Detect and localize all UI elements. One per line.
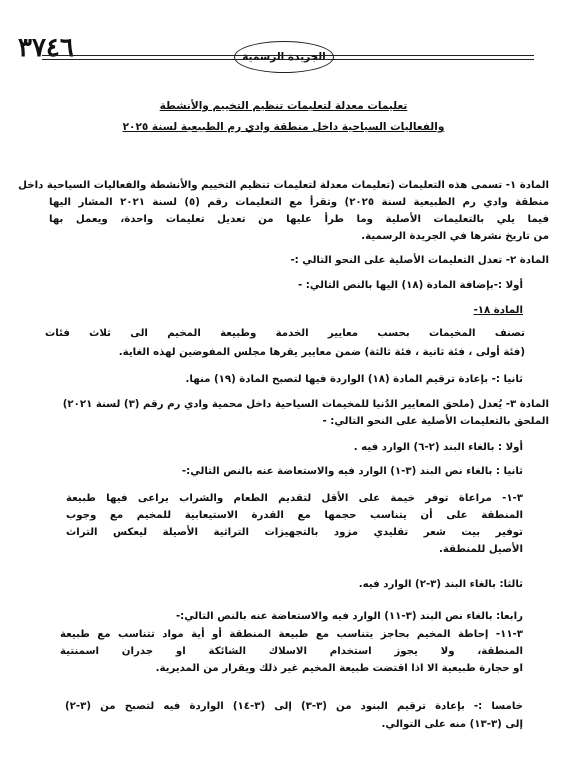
header-rule-top (42, 55, 534, 56)
document-title-line2: والفعاليات السياحية داخل منطقة وادي رم الطبيعية لسنة ٢٠٢٥ (122, 121, 445, 133)
article3-line2: الملحق بالتعليمات الأصلية على النحو التالي: - (322, 416, 549, 427)
clause-3-11-line2: المنطقة، ولا يجوز استخدام الاسلاك الشائكة او جدران اسمنتية (60, 646, 523, 657)
gazette-name-oval (234, 41, 334, 73)
page-number: ٣٧٤٦ (18, 33, 74, 63)
clause-3-11-line3: او حجارة طبيعية الا اذا اقتضت طبيعة المخيم غير ذلك ويقرار من المديرية. (155, 663, 523, 674)
article3-item-first: أولا : بالغاء البند (٢-٦) الوارد فيه . (353, 442, 523, 453)
article1-line2: منطقة وادي رم الطبيعية لسنة ٢٠٢٥) وتقرأ مع التعليمات رقم (٥) لسنة ٢٠٢١ المشار اليها (49, 197, 550, 208)
header-rule-bottom (42, 59, 534, 60)
article1-line4: من تاريخ نشرها في الجريدة الرسمية. (361, 231, 549, 242)
article2-intro: المادة ٢- تعدل التعليمات الأصلية على النحو التالي :- (290, 255, 549, 266)
article3-item-fifth-line1: خامسا :- بإعادة ترقيم البنود من (٣-٣) إلى (٣-١٤) الواردة فيه لتصبح من (٣-٢) (65, 701, 523, 712)
clause-3-1-line1: ٣-١- مراعاة توفر خيمة على الأقل لتقديم الطعام والشراب يراعى فيها طبيعة (66, 493, 523, 504)
article2-item-second: ثانيا :- بإعادة ترقيم المادة (١٨) الواردة فيها لتصبح المادة (١٩) منها. (185, 374, 523, 385)
clause-3-1-line4: الأصيل للمنطقة. (439, 544, 523, 555)
article1-line1: المادة ١- تسمى هذه التعليمات (تعليمات معدلة لتعليمات تنظيم التخييم والأنشطة والفعاليات السياحية داخل (18, 180, 549, 191)
article2-item-first: أولا :-بإضافة المادة (١٨) اليها بالنص التالي: - (298, 280, 523, 291)
document-title-line1: تعليمات معدلة لتعليمات تنظيم التخييم والأنشطة (159, 100, 408, 112)
clause-3-1-line2: المنطقة على أن يتناسب حجمها مع القدرة الاستيعابية للمخيم مع وجوب (66, 510, 523, 521)
gazette-name: الجريدة الرسمية (242, 51, 326, 63)
article3-item-fifth-line2: إلى (٣-١٣) منه على التوالي. (381, 719, 523, 730)
article2-new-text-line1: تصنف المخيمات بحسب معايير الخدمة وطبيعة المخيم الى ثلاث فئات (45, 328, 525, 339)
article3-item-third: ثالثا: بالغاء البند (٣-٢) الوارد فيه. (358, 579, 523, 590)
article3-item-second: ثانيا : بالغاء نص البند (٣-١) الوارد فيه والاستعاضة عنه بالنص التالي:- (181, 466, 523, 477)
article3-item-fourth: رابعا: بالغاء نص البند (٣-١١) الوارد فيه والاستعاضة عنه بالنص التالي:- (175, 611, 523, 622)
article3-line1: المادة ٣- يُعدل (ملحق المعايير الدُنيا للمخيمات السياحية داخل محمية وادي رم رقم (٣) لسنة ٢٠٢١) (62, 399, 549, 410)
clause-3-11-line1: ٣-١١- إحاطة المخيم بحاجز يتناسب مع طبيعة المنطقة أو أية مواد تتناسب مع طبيعة (60, 629, 523, 640)
clause-3-1-line3: توفير بيت شعر تقليدي مزود بالتجهيزات التراثية الأصيلة ليعكس التراث (66, 527, 523, 538)
article2-new-text-line2: (فئة أولى ، فئة ثانية ، فئة ثالثة) ضمن معايير يقرها مجلس المفوضين لهذه الغاية. (118, 347, 525, 358)
article1-line3: فيما يلي بالتعليمات الأصلية وما طرأ عليها من تعديل تعليمات واحدة، ويعمل بها (49, 214, 549, 225)
article2-new-article-heading: المادة ١٨- (473, 305, 523, 316)
